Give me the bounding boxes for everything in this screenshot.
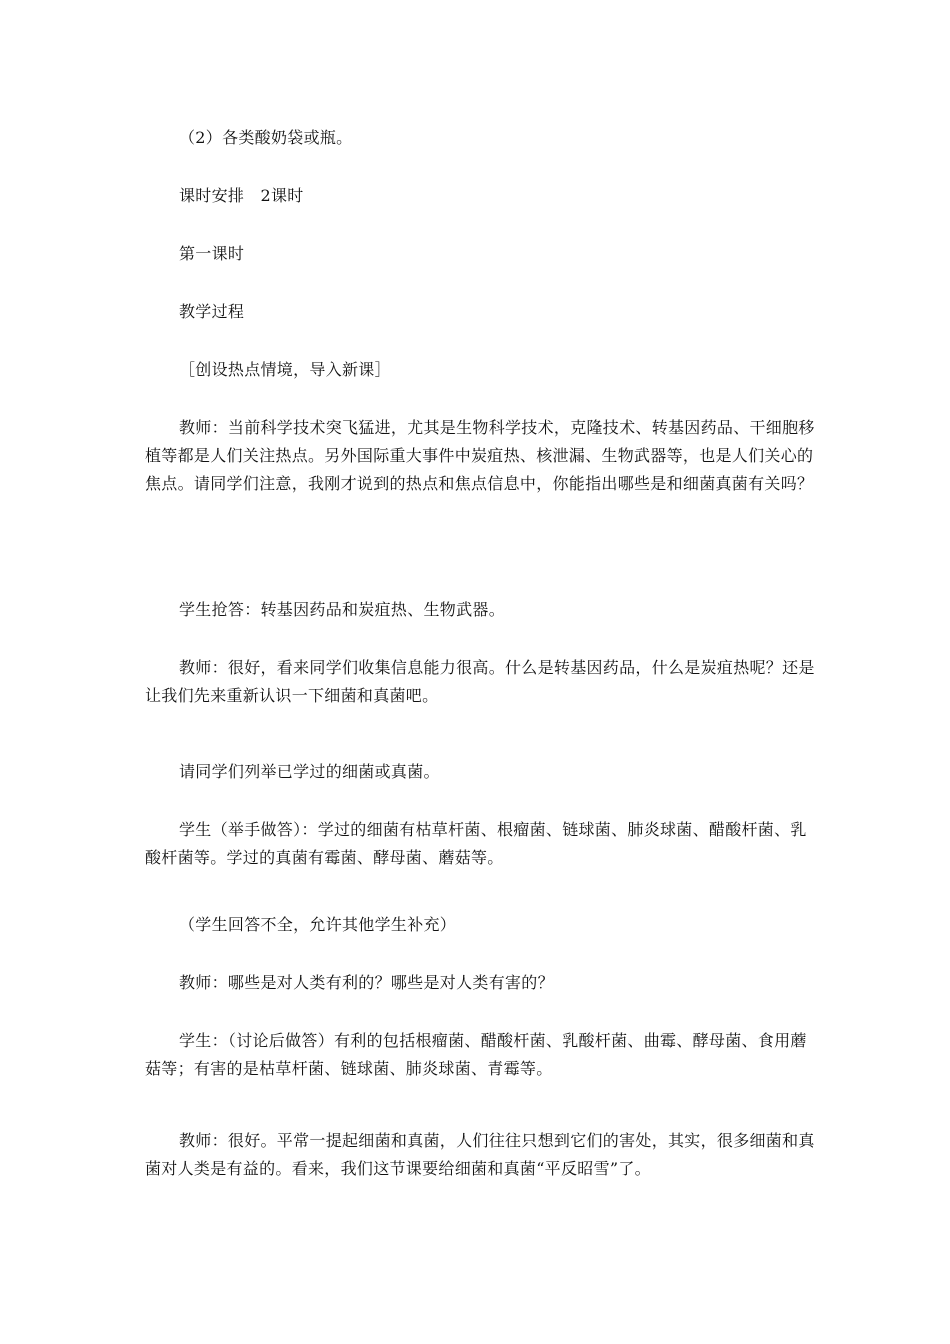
teacher-paragraph-1: 教师：当前科学技术突飞猛进，尤其是生物科学技术，克隆技术、转基因药品、干细胞移植等都是人们关注热点。另外国际重大事件中炭疽热、核泄漏、生物武器等，也是人们关心的焦点。请同学们注意，我刚才说到的热点和焦点信息中，你能指出哪些是和细菌真菌有关吗？ (145, 418, 815, 493)
teacher-paragraph-2: 教师：很好，看来同学们收集信息能力很高。什么是转基因药品，什么是炭疽热呢？还是让我们先来重新认识一下细菌和真菌吧。 (145, 658, 815, 705)
student-answer-2: 学生（举手做答）：学过的细菌有枯草杆菌、根瘤菌、链球菌、肺炎球菌、醋酸杆菌、乳酸杆菌等。学过的真菌有霉菌、酵母菌、蘑菇等。 (145, 820, 807, 867)
student-answer-1: 学生抢答：转基因药品和炭疽热、生物武器。 (179, 600, 506, 619)
lesson-schedule: 课时安排 2课时 (179, 186, 304, 205)
teacher-prompt: 请同学们列举已学过的细菌或真菌。 (179, 762, 440, 781)
teaching-process-heading: 教学过程 (179, 302, 245, 321)
teacher-question: 教师：哪些是对人类有利的？哪些是对人类有害的？ (179, 973, 554, 992)
section-heading-intro: ［创设热点情境，导入新课］ (179, 360, 391, 379)
student-note: （学生回答不全，允许其他学生补充） (179, 915, 457, 934)
student-answer-3: 学生：（讨论后做答）有利的包括根瘤菌、醋酸杆菌、乳酸杆菌、曲霉、酵母菌、食用蘑菇等；有害的是枯草杆菌、链球菌、肺炎球菌、青霉等。 (145, 1031, 807, 1078)
teacher-paragraph-3: 教师：很好。平常一提起细菌和真菌，人们往往只想到它们的害处，其实，很多细菌和真菌对人类是有益的。看来，我们这节课要给细菌和真菌“平反昭雪”了。 (145, 1131, 815, 1178)
first-lesson-heading: 第一课时 (179, 244, 245, 263)
materials-item-2: （2）各类酸奶袋或瓶。 (179, 128, 353, 147)
